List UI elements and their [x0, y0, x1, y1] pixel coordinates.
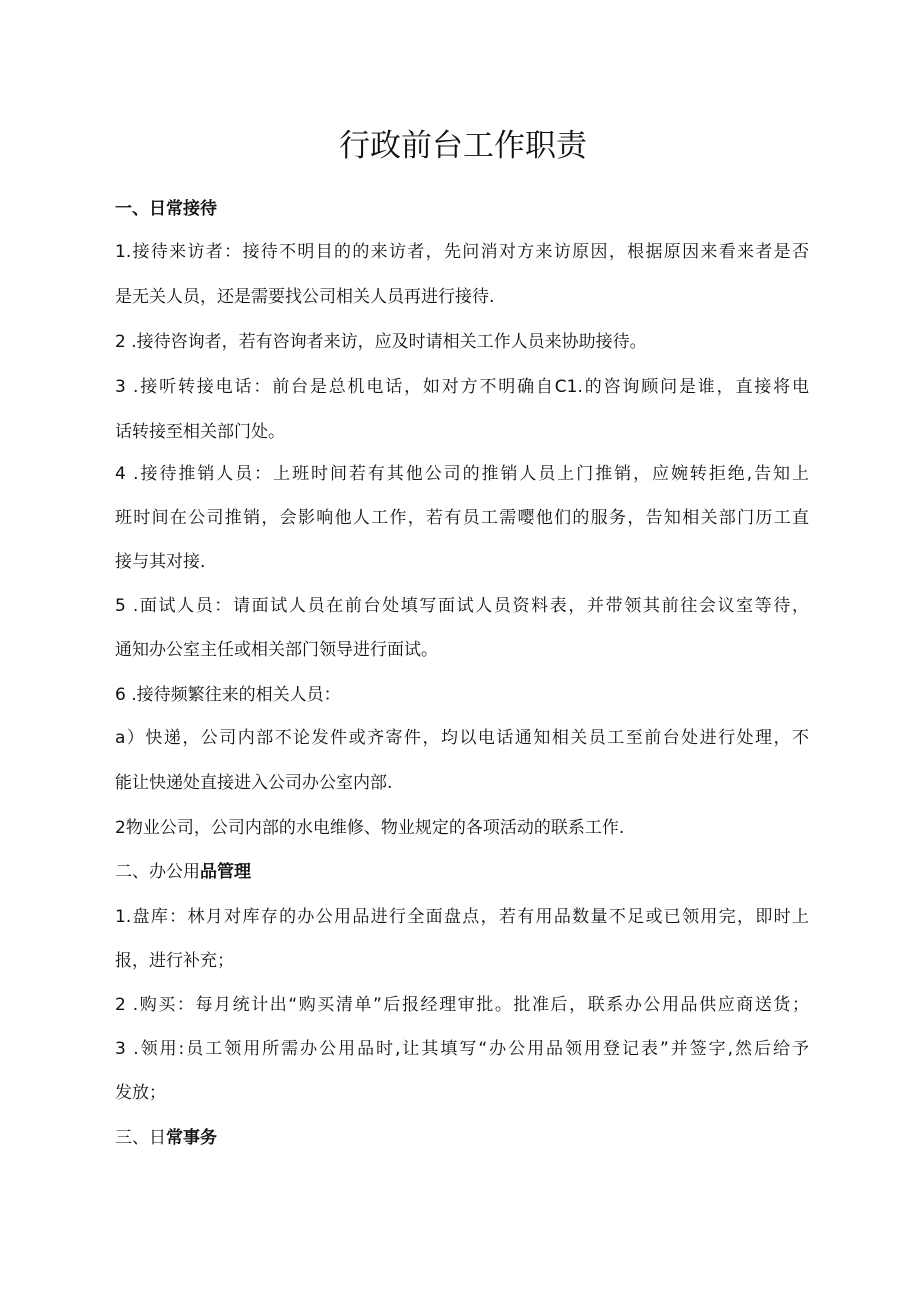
paragraph-line: 班时间在公司推销，会影响他人工作，若有员工需嘤他们的服务，告知相关部门历工直 — [115, 508, 809, 528]
paragraph-line: a）快递，公司内部不论发件或齐寄件，均以电话通知相关员工至前台处进行处理，不 — [115, 728, 809, 748]
paragraph-line: 报，进行补充； — [115, 951, 234, 971]
document-title: 行政前台工作职责 — [339, 128, 587, 164]
section-heading-daily-reception: 一、日常接待 — [115, 199, 217, 219]
section-heading-daily-affairs — [115, 1126, 217, 1150]
paragraph-line: 是无关人员，还是需要找公司相关人员再进行接待. — [115, 287, 495, 307]
paragraph-line: 5 .面试人员：请面试人员在前台处填写面试人员资料表，并带领其前往会议室等待， — [115, 596, 809, 616]
paragraph-line: 通知办公室主任或相关部门领导进行面试。 — [115, 640, 438, 660]
paragraph-line: 1.接待来访者：接待不明目的的来访者，先问消对方来访原因，根据原因来看来者是否 — [115, 242, 809, 262]
paragraph-line: 能让快递处直接进入公司办公室内部. — [115, 773, 393, 793]
heading-part-bold: 品管理 — [200, 862, 251, 882]
paragraph-line: 发放； — [115, 1083, 166, 1103]
paragraph-line: 2 .接待咨询者，若有咨询者来访，应及时请相关工作人员来协助接待。 — [115, 332, 647, 352]
paragraph-line: 4 .接待推销人员：上班时间若有其他公司的推销人员上门推销，应婉转拒绝,告知上 — [115, 464, 809, 484]
section-heading-office-supplies — [115, 860, 251, 884]
heading-part-bold: 常事务 — [166, 1128, 217, 1148]
paragraph-line: 6 .接待频繁往来的相关人员： — [115, 685, 341, 705]
paragraph-line: 2 .购买：每月统计出“购买清单”后报经理审批。批准后，联系办公用品供应商送货； — [115, 995, 809, 1015]
paragraph-line: 接与其对接. — [115, 552, 206, 572]
paragraph-line: 3 .领用:员工领用所需办公用品时,让其填写“办公用品领用登记表”并签字,然后给予 — [115, 1039, 809, 1059]
paragraph-line: 3 .接听转接电话：前台是总机电话，如对方不明确自C1.的咨询顾问是谁，直接将电 — [115, 377, 809, 397]
heading-part: 二、办公用 — [115, 862, 200, 882]
paragraph-line: 1.盘库：林月对库存的办公用品进行全面盘点，若有用品数量不足或已领用完，即时上 — [115, 907, 809, 927]
paragraph-line: 话转接至相关部门处。 — [115, 422, 285, 442]
heading-part: 三、日 — [115, 1128, 166, 1148]
paragraph-line: 2物业公司，公司内部的水电维修、物业规定的各项活动的联系工作. — [115, 818, 625, 838]
